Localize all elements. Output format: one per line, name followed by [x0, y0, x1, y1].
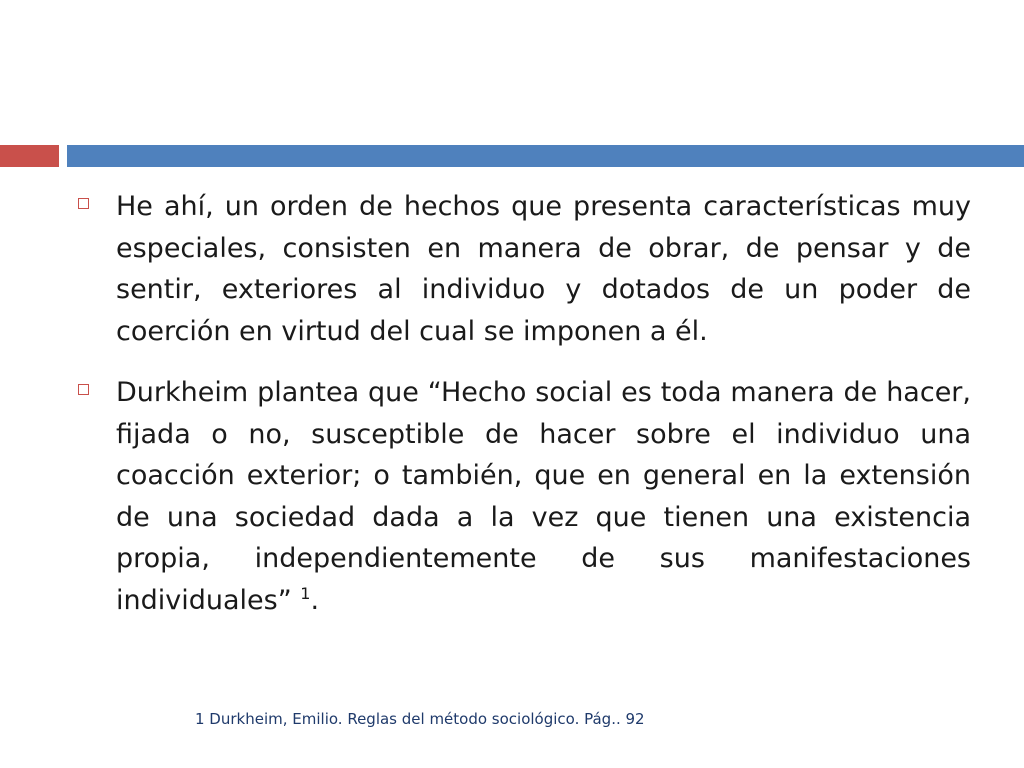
bullet-item-1: [78, 186, 971, 352]
header-accent-bar: [0, 145, 1024, 167]
header-accent-blue-block: [67, 145, 1024, 167]
hollow-square-bullet-icon: [78, 384, 89, 395]
slide-body: [78, 186, 971, 641]
hollow-square-bullet-icon: [78, 198, 89, 209]
bullet-item-2: [78, 372, 971, 621]
bullet-trailing-punctuation: .: [310, 584, 320, 616]
bullet-text: He ahí, un orden de hechos que presenta características muy especiales, consisten en manera de obrar, de pensar y de sentir, exteriores al individuo y dotados de un poder de coerción en virtud del cual se imponen a él.: [116, 191, 971, 347]
bullet-text-container: [116, 372, 971, 621]
bullet-text: Durkheim plantea que “Hecho social es toda manera de hacer, fijada o no, susceptible de hacer sobre el individuo una coacción exterior; o también, que en general en la extensión de una sociedad dada a la vez que tienen una existencia propia, independientemente de sus manifestaciones individuales”: [116, 377, 971, 616]
footnote: 1 Durkheim, Emilio. Reglas del método sociológico. Pág.. 92: [195, 710, 645, 728]
header-accent-red-block: [0, 145, 59, 167]
footnote-marker: 1: [300, 583, 311, 603]
